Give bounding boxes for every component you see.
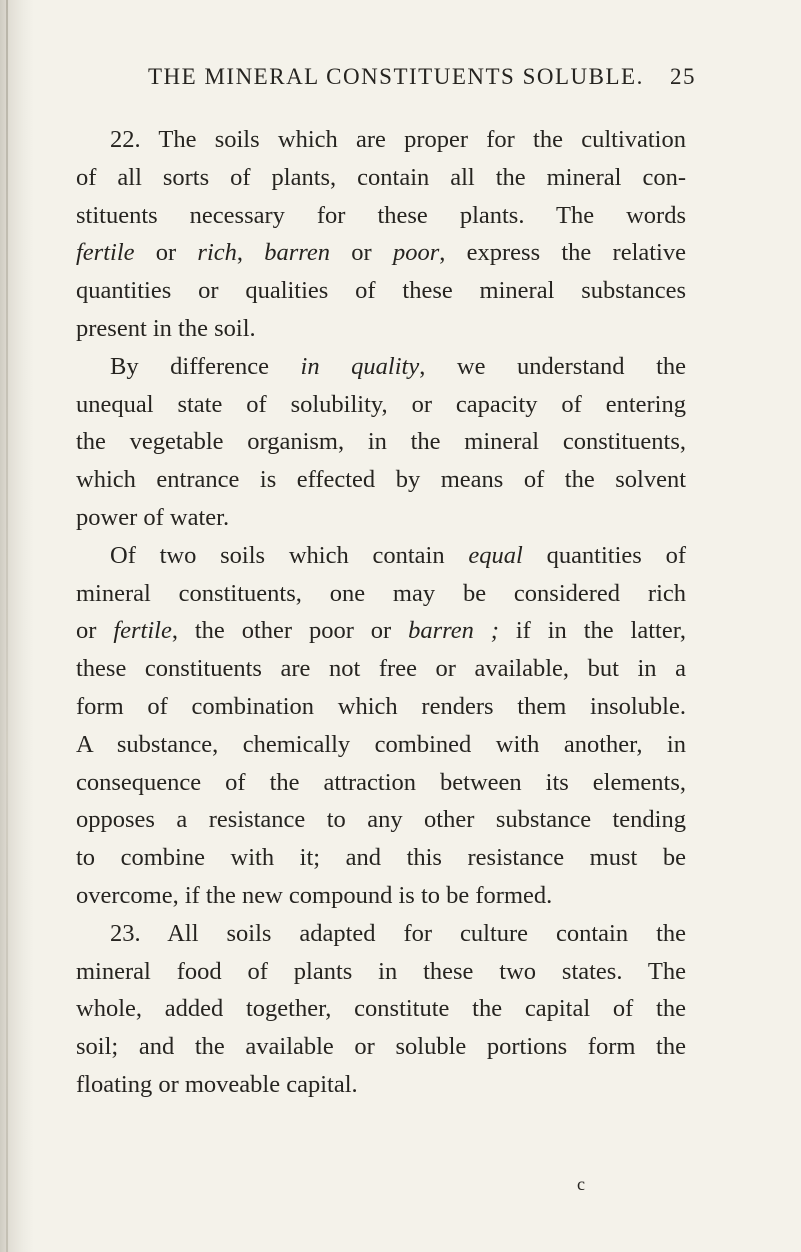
body-text	[76, 121, 686, 1104]
page-number: 25	[670, 64, 696, 89]
text-line: stituents necessary for these plants. The words	[76, 201, 686, 229]
italic-term: barren ;	[408, 617, 499, 645]
text-line: opposes a resistance to any other substance tending	[76, 806, 686, 834]
text-line: whole, added together, constitute the capital of the	[76, 995, 686, 1023]
signature-mark: c	[577, 1174, 585, 1194]
text-line: floating or moveable capital.	[76, 1070, 358, 1098]
italic-term: fertile	[76, 239, 135, 267]
italic-term: rich	[197, 239, 237, 267]
text-line: quantities or qualities of these mineral substances	[76, 277, 686, 305]
text-line: mineral constituents, one may be considered rich	[76, 579, 686, 607]
italic-term: poor	[392, 239, 440, 267]
text-line: overcome, if the new compound is to be formed.	[76, 881, 553, 909]
text-line: A substance, chemically combined with another, in	[76, 730, 686, 758]
italic-term: equal	[468, 541, 523, 569]
text-line: to combine with it; and this resistance must be	[76, 844, 686, 872]
text-line: fertile or rich, barren or poor, express the relative	[76, 239, 686, 267]
text-line: By difference in quality, we understand the	[110, 352, 687, 380]
text-line: Of two soils which contain equal quantities of	[110, 541, 686, 569]
text-line: present in the soil.	[76, 314, 256, 342]
text-line: these constituents are not free or available, but in a	[76, 655, 686, 683]
text-line: or fertile, the other poor or barren ; if in the latter,	[76, 617, 686, 645]
text-line: mineral food of plants in these two states. The	[76, 957, 686, 985]
text-line: of all sorts of plants, contain all the mineral con-	[76, 163, 686, 191]
text-line: 22. The soils which are proper for the cultivation	[110, 126, 686, 153]
text-line: unequal state of solubility, or capacity of entering	[76, 390, 686, 418]
italic-term: barren	[264, 239, 331, 267]
italic-term: in quality	[300, 352, 420, 380]
text-line: 23. All soils adapted for culture contain the	[110, 919, 686, 947]
text-line: the vegetable organism, in the mineral constituents,	[76, 428, 686, 456]
text-line: which entrance is effected by means of the solvent	[76, 466, 686, 494]
running-head-title: THE MINERAL CONSTITUENTS SOLUBLE.	[148, 64, 644, 89]
text-line: power of water.	[76, 503, 230, 531]
italic-term: fertile	[113, 617, 172, 645]
text-line: consequence of the attraction between its elements,	[76, 768, 686, 796]
text-line: soil; and the available or soluble portions form the	[76, 1033, 686, 1061]
text-line: form of combination which renders them insoluble.	[76, 692, 686, 720]
